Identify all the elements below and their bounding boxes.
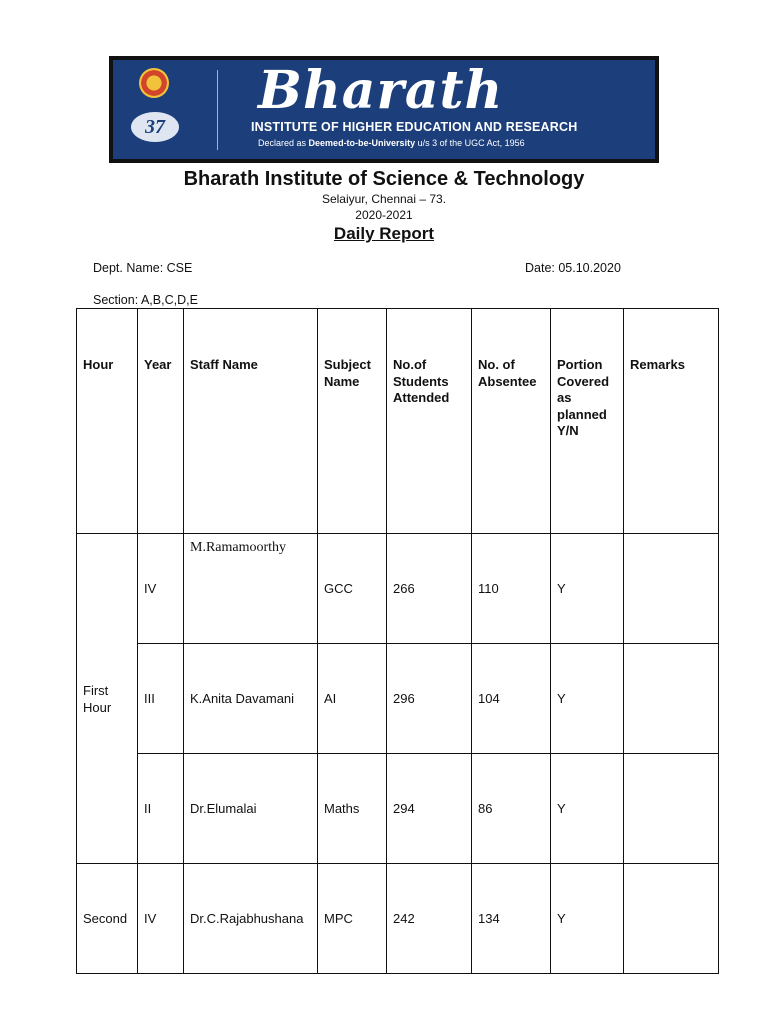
remarks-cell: [624, 754, 719, 864]
table-row: [77, 754, 719, 864]
subject-cell: GCC: [318, 534, 387, 644]
anniversary-badge: 37: [131, 112, 179, 142]
portion-cell: Y: [551, 864, 624, 974]
header-remarks: Remarks: [624, 309, 719, 534]
emblem-icon: [139, 68, 169, 98]
portion-cell: Y: [551, 754, 624, 864]
remarks-cell: [624, 644, 719, 754]
absentee-cell: 104: [472, 644, 551, 754]
absentee-cell: 110: [472, 534, 551, 644]
attended-cell: 242: [387, 864, 472, 974]
header-absentee: No. of Absentee: [472, 309, 551, 534]
institute-address: Selaiyur, Chennai – 73.: [321, 192, 447, 206]
attended-cell: 294: [387, 754, 472, 864]
report-title: Daily Report: [333, 224, 435, 243]
year-cell: IV: [138, 534, 184, 644]
absentee-cell: 134: [472, 864, 551, 974]
subject-cell: MPC: [318, 864, 387, 974]
banner-note: [258, 138, 525, 148]
banner-note-bold: Deemed-to-be-University: [308, 138, 416, 148]
banner-body: [113, 60, 655, 159]
table-row: [77, 644, 719, 754]
staff-cell: K.Anita Davamani: [184, 644, 318, 754]
subject-cell: Maths: [318, 754, 387, 864]
academic-year: 2020-2021: [355, 208, 413, 222]
hour-cell: Second: [77, 864, 138, 974]
banner-divider: [217, 70, 218, 150]
header-year: Year: [138, 309, 184, 534]
banner-note-prefix: Declared as: [258, 138, 307, 148]
banner-note-suffix: u/s 3 of the UGC Act, 1956: [417, 138, 525, 148]
table-row: [77, 534, 719, 644]
daily-report-table: [76, 308, 719, 974]
section-list: Section: A,B,C,D,E: [93, 293, 198, 307]
header-portion-covered: Portion Covered as planned Y/N: [551, 309, 624, 534]
remarks-cell: [624, 534, 719, 644]
institution-banner: [109, 56, 659, 163]
year-cell: III: [138, 644, 184, 754]
header-hour: Hour: [77, 309, 138, 534]
report-date: Date: 05.10.2020: [525, 261, 621, 275]
header-students-attended: No.of Students Attended: [387, 309, 472, 534]
staff-cell: M.Ramamoorthy: [184, 534, 318, 644]
year-cell: II: [138, 754, 184, 864]
header-staff-name: Staff Name: [184, 309, 318, 534]
absentee-cell: 86: [472, 754, 551, 864]
banner-subtitle: INSTITUTE OF HIGHER EDUCATION AND RESEARCH: [251, 120, 578, 134]
staff-cell: Dr.Elumalai: [184, 754, 318, 864]
portion-cell: Y: [551, 534, 624, 644]
staff-cell: Dr.C.Rajabhushana: [184, 864, 318, 974]
portion-cell: Y: [551, 644, 624, 754]
header-subject-name: Subject Name: [318, 309, 387, 534]
attended-cell: 266: [387, 534, 472, 644]
hour-cell: First Hour: [77, 534, 138, 864]
table-row: [77, 864, 719, 974]
subject-cell: AI: [318, 644, 387, 754]
year-cell: IV: [138, 864, 184, 974]
table-header-row: [77, 309, 719, 534]
institute-title: Bharath Institute of Science & Technology: [183, 168, 585, 190]
attended-cell: 296: [387, 644, 472, 754]
department-name: Dept. Name: CSE: [93, 261, 193, 275]
banner-name: Bharath: [258, 60, 504, 121]
remarks-cell: [624, 864, 719, 974]
